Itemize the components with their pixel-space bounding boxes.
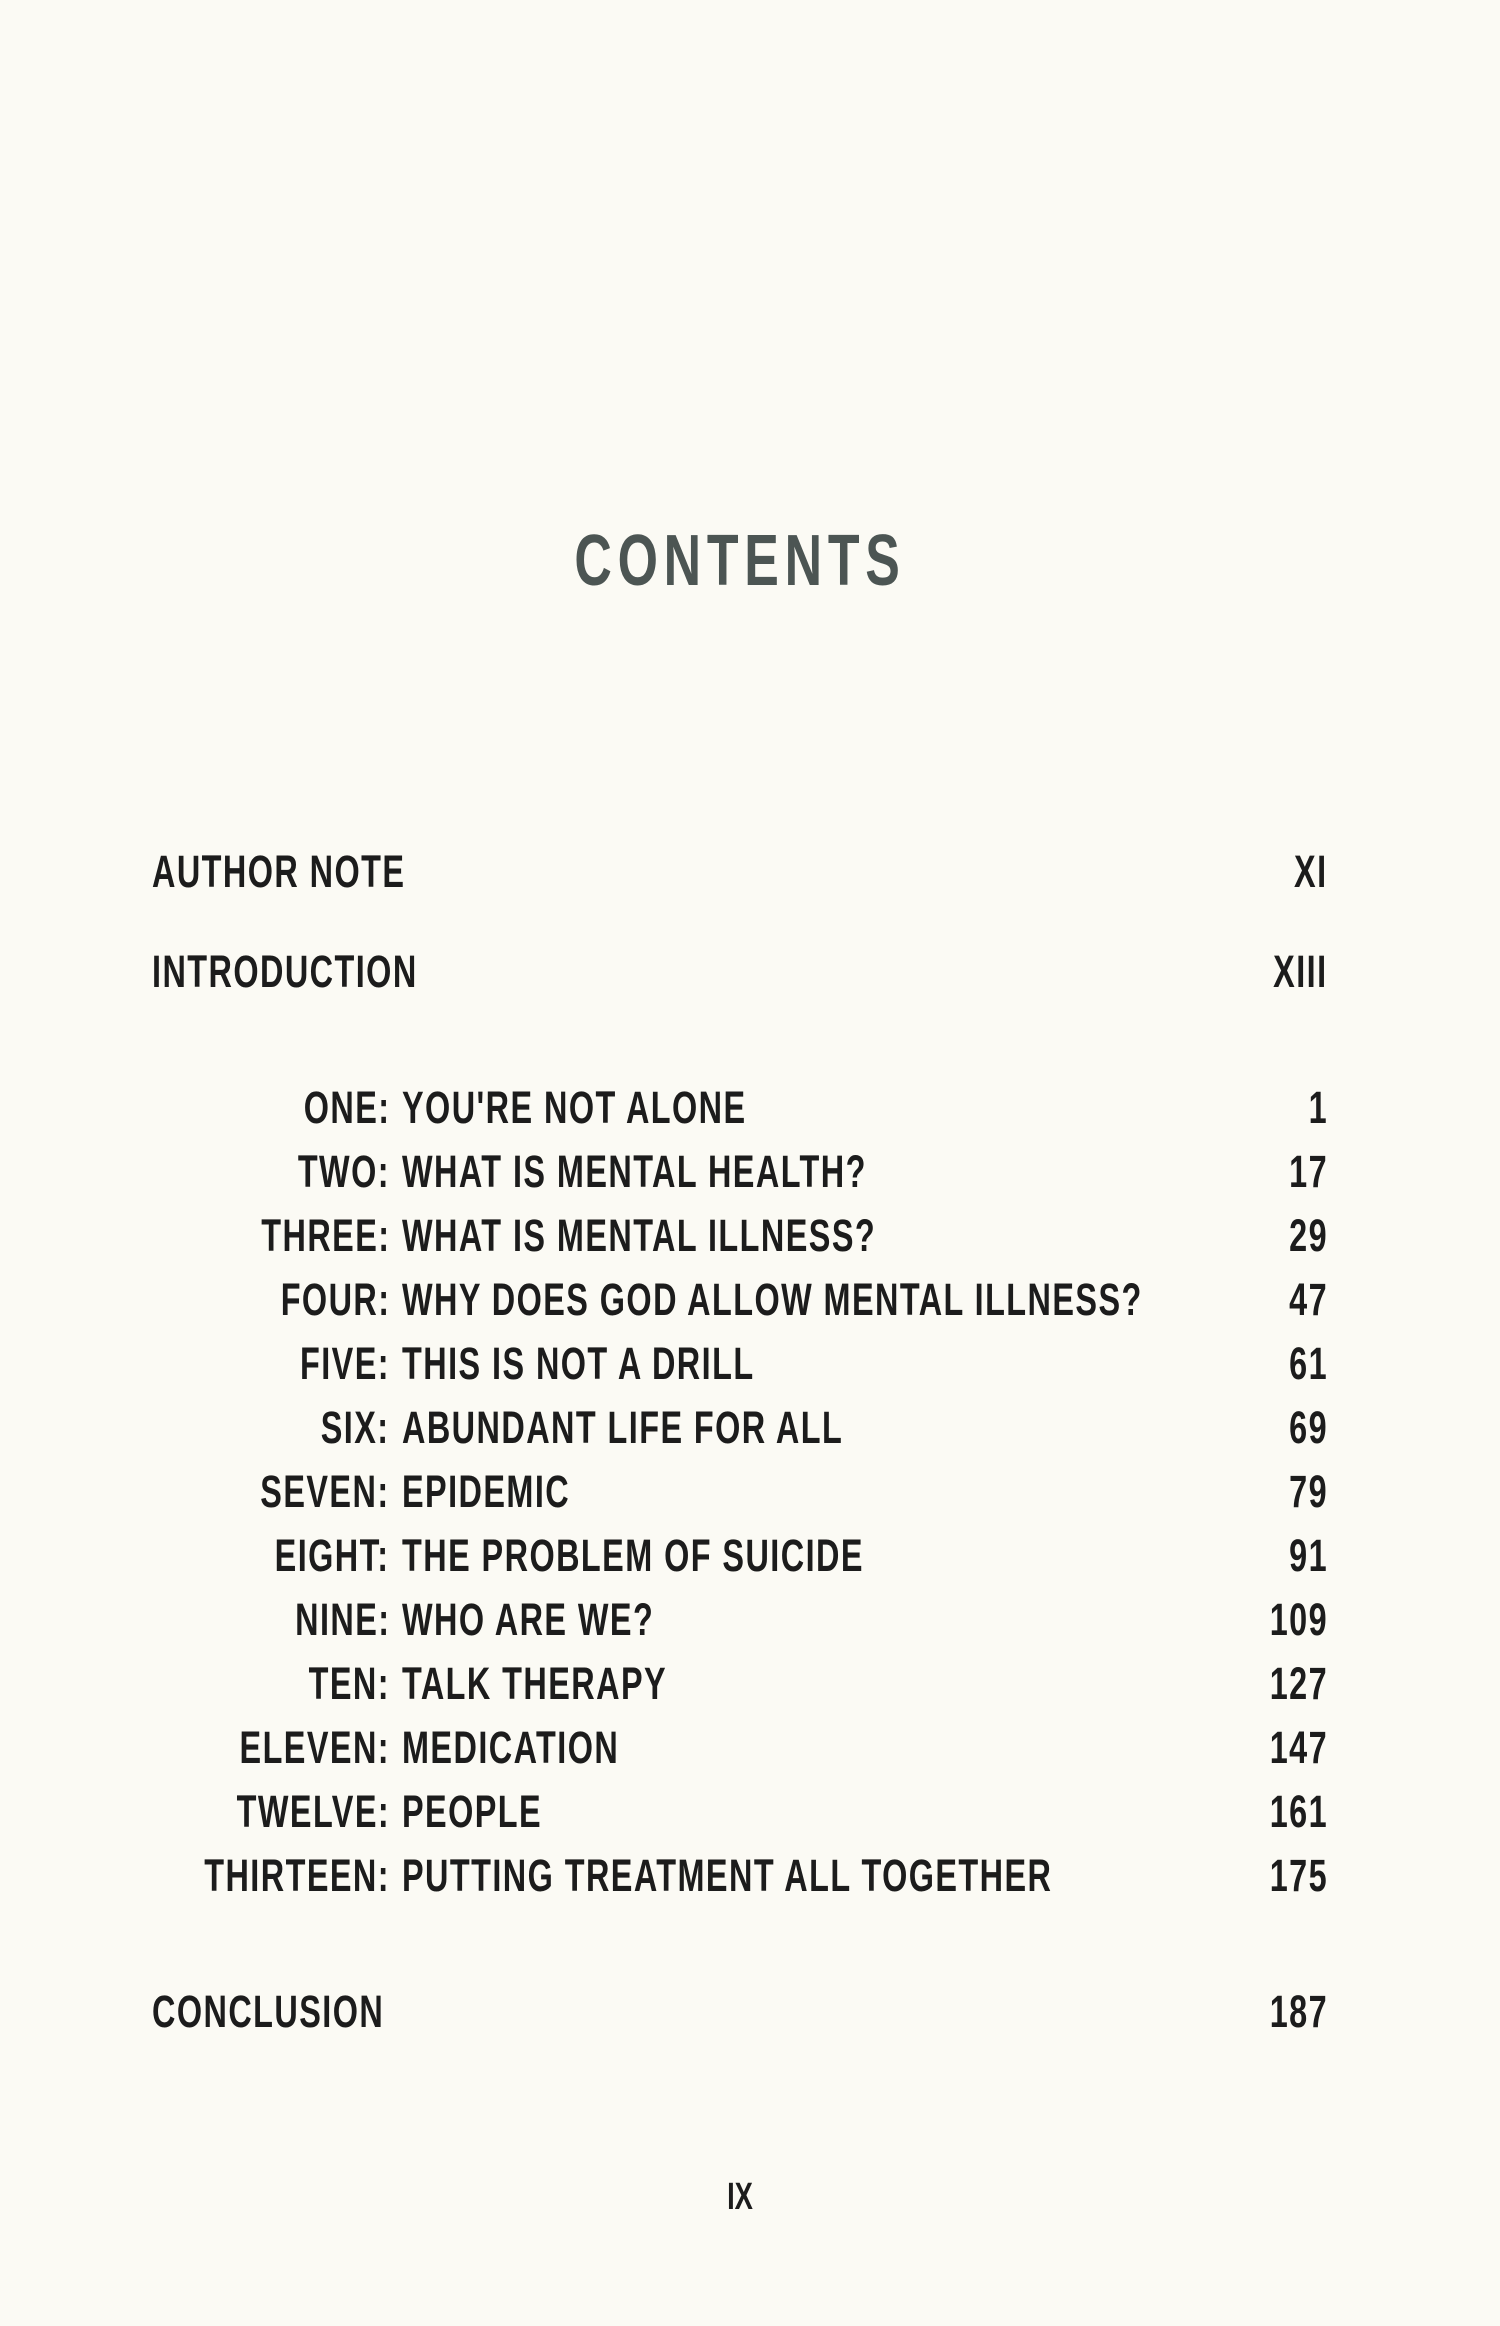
chapter-title: ABUNDANT LIFE FOR ALL — [402, 1402, 844, 1453]
chapter-number: SIX: — [321, 1402, 390, 1453]
chapter-title: PUTTING TREATMENT ALL TOGETHER — [402, 1850, 1053, 1901]
toc-entry-author-note — [0, 842, 1500, 902]
chapter-page: 1 — [1308, 1082, 1328, 1133]
chapter-page: 47 — [1289, 1274, 1328, 1325]
chapter-page: 91 — [1289, 1530, 1328, 1581]
chapter-page: 109 — [1269, 1594, 1328, 1645]
chapter-number: ONE: — [303, 1082, 390, 1133]
chapter-page: 127 — [1269, 1658, 1328, 1709]
chapter-number: SEVEN: — [260, 1466, 390, 1517]
chapter-number: TEN: — [308, 1658, 390, 1709]
chapter-title: WHY DOES GOD ALLOW MENTAL ILLNESS? — [402, 1274, 1143, 1325]
chapter-number: THREE: — [260, 1210, 390, 1261]
toc-chapter-row — [0, 1334, 1500, 1394]
toc-chapter-row — [0, 1526, 1500, 1586]
toc-entry-label: AUTHOR NOTE — [152, 846, 406, 897]
chapter-number: NINE: — [294, 1594, 390, 1645]
chapter-page: 175 — [1269, 1850, 1328, 1901]
chapter-title: MEDICATION — [402, 1722, 620, 1773]
toc-chapter-row — [0, 1782, 1500, 1842]
chapter-title: EPIDEMIC — [402, 1466, 571, 1517]
chapter-title: WHO ARE WE? — [402, 1594, 655, 1645]
chapter-number: FOUR: — [280, 1274, 390, 1325]
toc-entry-introduction — [0, 942, 1500, 1002]
chapter-page: 69 — [1289, 1402, 1328, 1453]
chapter-title: WHAT IS MENTAL HEALTH? — [402, 1146, 867, 1197]
chapter-number: THIRTEEN: — [204, 1850, 390, 1901]
toc-chapter-row — [0, 1206, 1500, 1266]
chapter-number: ELEVEN: — [239, 1722, 390, 1773]
chapter-title: WHAT IS MENTAL ILLNESS? — [402, 1210, 877, 1261]
chapter-page: 29 — [1289, 1210, 1328, 1261]
chapter-number: FIVE: — [299, 1338, 390, 1389]
page-title: CONTENTS — [574, 521, 906, 601]
toc-entry-page: 187 — [1269, 1986, 1328, 2037]
chapter-page: 161 — [1269, 1786, 1328, 1837]
chapter-page: 79 — [1289, 1466, 1328, 1517]
toc-chapter-row — [0, 1846, 1500, 1906]
chapter-title: THE PROBLEM OF SUICIDE — [402, 1530, 864, 1581]
toc-chapter-row — [0, 1398, 1500, 1458]
toc-chapter-row — [0, 1078, 1500, 1138]
chapter-title: YOU'RE NOT ALONE — [402, 1082, 747, 1133]
page-number: IX — [727, 2176, 753, 2218]
toc-chapter-row — [0, 1462, 1500, 1522]
chapter-title: TALK THERAPY — [402, 1658, 668, 1709]
toc-chapter-row — [0, 1718, 1500, 1778]
chapter-page: 17 — [1289, 1146, 1328, 1197]
chapter-page: 147 — [1269, 1722, 1328, 1773]
toc-entry-page: XIII — [1273, 946, 1328, 997]
chapter-number: TWO: — [297, 1146, 390, 1197]
toc-chapter-row — [0, 1590, 1500, 1650]
toc-entry-conclusion — [0, 1982, 1500, 2042]
chapter-title: THIS IS NOT A DRILL — [402, 1338, 755, 1389]
toc-entry-page: XI — [1294, 846, 1328, 897]
toc-entry-label: INTRODUCTION — [152, 946, 418, 997]
chapter-number: TWELVE: — [236, 1786, 390, 1837]
toc-chapter-row — [0, 1142, 1500, 1202]
toc-entry-label: CONCLUSION — [152, 1986, 385, 2037]
chapter-page: 61 — [1289, 1338, 1328, 1389]
chapter-number: EIGHT: — [275, 1530, 390, 1581]
chapter-title: PEOPLE — [402, 1786, 543, 1837]
toc-chapter-row — [0, 1654, 1500, 1714]
toc-chapter-row — [0, 1270, 1500, 1330]
